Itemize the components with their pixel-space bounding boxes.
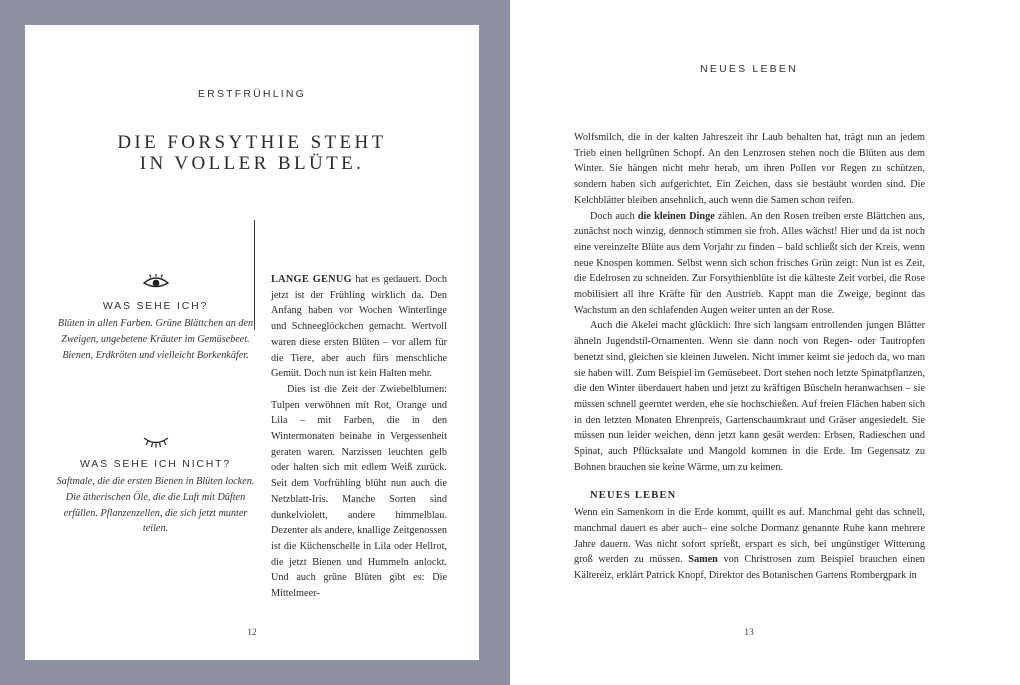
page-number-left: 12: [247, 628, 257, 638]
emphasis-small-things: die kleinen Dinge: [637, 210, 715, 222]
left-paragraph-1: [271, 272, 447, 382]
left-page: [25, 25, 479, 660]
right-paragraph-4: [574, 505, 925, 584]
box-text-see: Blüten in allen Farben. Grüne Blättchen an den Zweigen, ungebetene Kräuter im Gemüsebeet. Bienen, Erdkröten und vielleicht Borkenkäfer.: [57, 318, 254, 361]
right-paragraph-2-start: Doch auch: [590, 210, 638, 222]
right-body-text: [574, 130, 925, 584]
right-paragraph-2-rest: zählen. An den Rosen treiben erste Blättchen aus, zunächst noch winzig, dennoch stimmen sie froh. Alles wächst! Hier und da ist noch eine vereinzelte Blüte aus dem Vorjahr zu finden – bald schließt sich der Kreis, wenn neue Knospen kommen. Selbst wenn sich schon frisches Grün zeigt: Nun ist es Zeit, die Edelrosen zu schneiden. Zur Forsythienblüte ist die kälteste Zeit vorbei, die Rose mobilisiert all ihre Kräfte für den Austrieb. Kappt man die Zweige, beginnt das Wachstum an den schlafenden Augen weiter unten an der Rose.: [574, 210, 925, 316]
right-paragraph-2: [574, 209, 925, 319]
running-head-right: NEUES LEBEN: [700, 63, 798, 75]
left-paragraph-1-text: hat es gedauert. Doch jetzt ist der Frühling wirklich da. Den Anfang haben vor Wochen Winterlinge und Schneeglöckchen gemacht. Wertvoll waren diese ersten Blüten – vor allem für die Tiere, aber auch fürs menschliche Gemüt. Doch nun ist kein Halten mehr.: [271, 274, 448, 380]
running-head-left: ERSTFRÜHLING: [197, 88, 307, 100]
sidebar-box-not-see: [53, 434, 258, 537]
box-heading-see: WAS SEHE ICH?: [102, 300, 209, 312]
section-subheading: NEUES LEBEN: [590, 490, 677, 502]
closed-eye-icon: [142, 434, 170, 448]
open-eye-icon: [142, 274, 170, 290]
right-paragraph-4-start: Wenn ein Samenkorn in die Erde kommt, quillt es auf. Manchmal geht das schnell, manchmal dauert es aber auch– eine solche Dormanz genannte Ruhe kann mehrere Jahre dauern. Was nicht sofort sprießt, erspart es sich, bei ungünstiger Witterung groß werden zu müssen.: [574, 507, 925, 566]
emphasis-seeds: Samen: [688, 554, 718, 566]
page-title: [25, 132, 479, 174]
sidebar-box-see: [53, 274, 258, 363]
title-line-1: DIE FORSYTHIE STEHT: [117, 132, 387, 153]
box-text-not-see: Saftmale, die die ersten Bienen in Blüten locken. Die ätherischen Öle, die die Luft mit Düften erfüllen. Pflanzenzellen, die sich jetzt munter teilen.: [56, 476, 255, 535]
right-page: [510, 0, 1020, 685]
box-heading-not-see: WAS SEHE ICH NICHT?: [79, 458, 232, 470]
page-number-right: 13: [744, 628, 754, 638]
title-line-2: IN VOLLER BLÜTE.: [139, 153, 365, 174]
right-paragraph-1: Wolfsmilch, die in der kalten Jahreszeit ihr Laub behalten hat, trägt nun an jedem Trieb einen hellgrünen Schopf. An den Lenzrosen stehen noch die Blüten aus dem Winter. Sie hängen nicht mehr herab, um ihren Pollen vor Regen zu schützen, sondern haben sich aufgerichtet. Ein Zeichen, dass sie bestäubt worden sind. Die Kelchblätter bleiben ansehnlich, auch wenn die Samen schon reifen.: [574, 132, 925, 206]
lead-in: LANGE GENUG: [271, 274, 352, 285]
right-paragraph-3: Auch die Akelei macht glücklich: Ihre sich langsam entrollenden jungen Blätter ähneln Jugendstil-Ornamenten. Wenn sie dann noch von Regen- oder Tautropfen benetzt sind, gleichen sie kleinen Juwelen. Nicht immer keimt sie jedoch da, wo man sie haben will. Zum Beispiel im Gemüsebeet. Dort stehen noch letzte Spinatpflanzen, die den Winter überdauert haben und jetzt zu kräftigen Büscheln heranwachsen – sie müssen schnell geerntet werden, ehe sie hochschießen. Auf freien Flächen haben sich in den letzten Monaten Ehrenpreis, Gartenschaumkraut und Gräser angesiedelt. Sie müssen nun leider weichen, denn jetzt kann gesät werden: Erbsen, Radieschen und Spinat, auch Pflücksalate und Mangold kommen in die Erde. Im Gegensatz zu Bohnen brauchen sie keine Wärme, um zu keimen.: [574, 320, 925, 473]
left-paragraph-2: Dies ist die Zeit der Zwiebelblumen: Tulpen verwöhnen mit Rot, Orange und Lila – mit Farben, die in den Wintermonaten beinahe in Vergessenheit geraten waren. Narzissen leuchten gelb oder halten sich mit edlem Weiß zurück. Seit dem Vorfrühling blüht nun auch die Netzblatt-Iris. Manche Sorten sind dunkelviolett, andere himmelblau. Dezenter als andere, knallige Zeitgenossen ist die Küchenschelle in Lila oder Hellrot, die jetzt Bienen und Hummeln anlockt. Und auch grüne Blüten gibt es: Die Mittelmeer-: [271, 383, 447, 600]
left-body-text: [271, 272, 447, 602]
right-paragraph-4-rest: von Christrosen zum Beispiel brauchen einen Kältereiz, erklärt Patrick Knopf, Direktor des Botanischen Gartens Rombergpark in: [574, 554, 925, 581]
